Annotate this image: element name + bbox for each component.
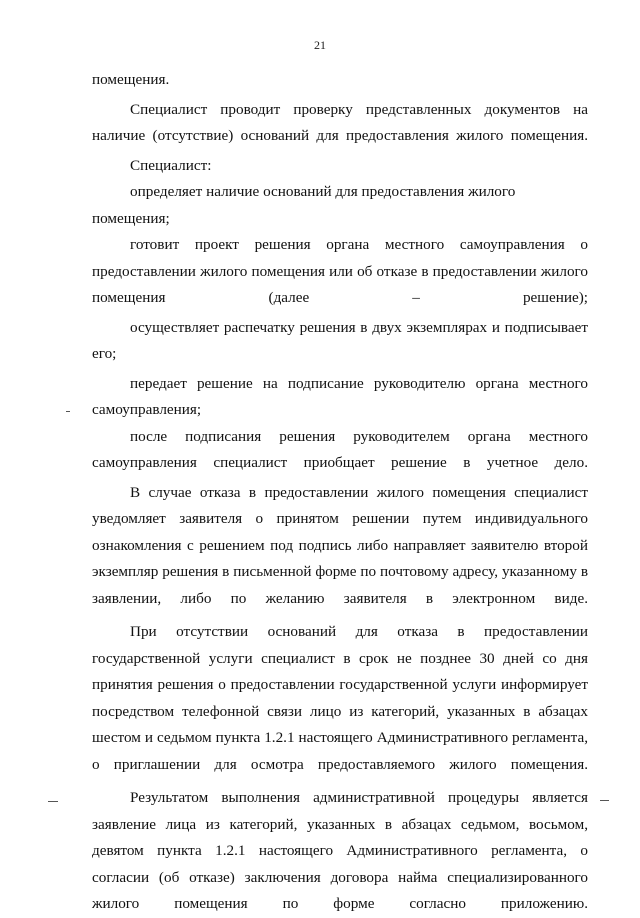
scan-mark <box>600 800 609 801</box>
scan-mark <box>66 411 70 412</box>
list-item-determines: определяет наличие оснований для предоставления жилого помещения; <box>92 183 516 227</box>
list-item-prints-decision: осуществляет распечатку решения в двух экземплярах и подписывает его; <box>92 318 588 362</box>
paragraph-invitation: При отсутствии оснований для отказа в предоставлении государственной услуги специалист в срок не позднее 30 дней со дня принятия решения о предоставлении государственной услуги информирует посредством телефонной связи лицо из категорий, указанных в абзацах шестом и седьмом пункта 1.2.1 настоящего Административного регламента, о приглашении для осмотра предоставляемого жилого помещения. <box>92 623 588 773</box>
paragraph-verification: Специалист проводит проверку представленных документов на наличие (отсутствие) оснований для предоставления жилого помещения. <box>92 100 588 144</box>
list-item-prepares-decision: готовит проект решения органа местного самоуправления о предоставлении жилого помещения или об отказе в предоставлении жилого помещения (далее – решение); <box>92 236 588 306</box>
paragraph-specialist-heading: Специалист: <box>130 156 212 174</box>
paragraph-refusal-notification: В случае отказа в предоставлении жилого помещения специалист уведомляет заявителя о принятом решении путем индивидуального ознакомления с решением под подпись либо направляет заявителю второй экземпляр решения в письменной форме по почтовому адресу, указанному в заявлении, либо по желанию заявителя в электронном виде. <box>92 483 588 607</box>
paragraph-result: Результатом выполнения административной процедуры является заявление лица из категорий, указанных в абзацах седьмом, восьмом, девятом пункта 1.2.1 настоящего Административного регламента, о согласии (об отказе) заключения договора найма специализированного жилого помещения по форме согласно приложению. <box>92 789 588 912</box>
page-number: 21 <box>314 38 326 52</box>
list-item-attaches-to-file: после подписания решения руководителем органа местного самоуправления специалист приобщает решение в учетное дело. <box>92 427 588 471</box>
scan-mark <box>48 801 58 802</box>
list-item-submits-for-signature: передает решение на подписание руководителю органа местного самоуправления; <box>92 374 588 418</box>
paragraph-continuation: помещения. <box>92 71 170 88</box>
document-body <box>92 67 588 918</box>
